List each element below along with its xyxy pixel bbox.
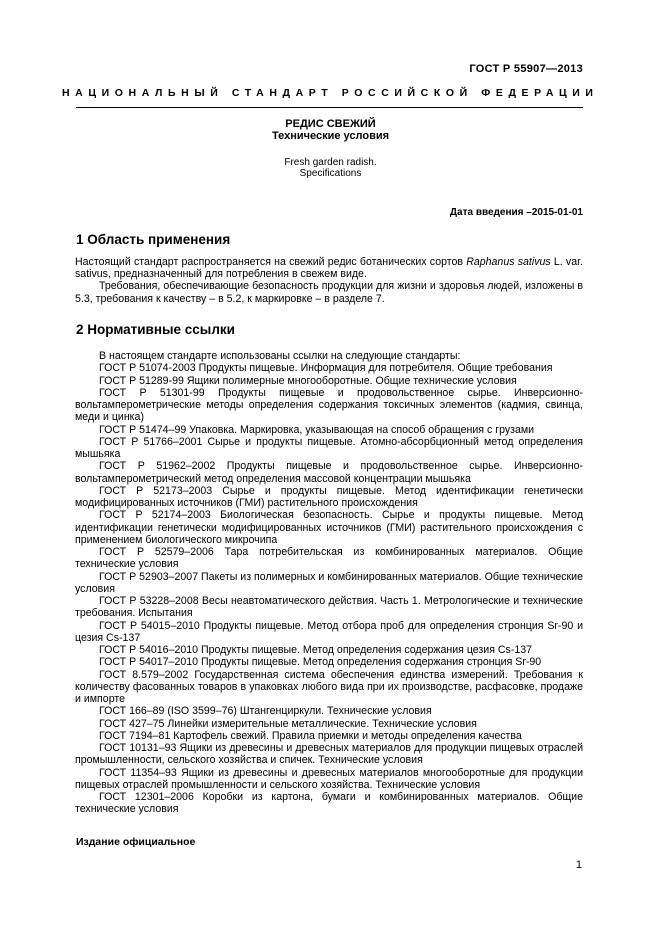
reference-item: ГОСТ 166–89 (ISO 3599–76) Штангенциркули. Технические условия	[99, 705, 432, 718]
reference-item: ГОСТ Р 51074-2003 Продукты пищевые. Информация для потребителя. Общие требования	[99, 362, 553, 375]
scope-species-name: Raphanus sativus	[466, 256, 551, 268]
reference-item: ГОСТ Р 54015–2010 Продукты пищевые. Метод отбора проб для определения стронция Sr-90 и цезия Cs-137	[75, 619, 583, 644]
reference-item: ГОСТ Р 51962–2002 Продукты пищевые и продовольственное сырье. Инверсионно-вольтамперометрический метод определения массовой концентрации мышьяка	[75, 460, 583, 485]
reference-item: ГОСТ Р 51474–99 Упаковка. Маркировка, указывающая на способ обращения с грузами	[99, 423, 535, 436]
national-standard-banner: НАЦИОНАЛЬНЫЙ СТАНДАРТ РОССИЙСКОЙ ФЕДЕРАЦИИ	[62, 87, 599, 99]
reference-item: ГОСТ Р 51766–2001 Сырье и продукты пищевые. Атомно-абсорбционный метод определения мышьяка	[75, 435, 583, 460]
page-number: 1	[575, 859, 582, 871]
reference-item: ГОСТ Р 52174–2003 Биологическая безопасность. Сырье и продукты пищевые. Метод идентификации генетически модифицированных источников (ГМИ) растительного происхождения с применением биологического микрочипа	[75, 509, 583, 546]
document-title: РЕДИС СВЕЖИЙ	[285, 118, 376, 130]
reference-item: ГОСТ 12301–2006 Коробки из картона, бумаги и комбинированных материалов. Общие технические условия	[75, 791, 583, 816]
reference-item: ГОСТ Р 51289-99 Ящики полимерные многооборотные. Общие технические условия	[99, 374, 517, 387]
reference-item: ГОСТ 8.579–2002 Государственная система обеспечения единства измерений. Требования к количеству фасованных товаров в упаковках любого вида при их производстве, расфасовке, продаже и импорте	[75, 668, 583, 705]
reference-item: ГОСТ Р 54017–2010 Продукты пищевые. Метод определения содержания стронция Sr-90	[99, 656, 542, 669]
header-divider	[76, 107, 583, 108]
reference-item: ГОСТ 11354–93 Ящики из древесины и древесных материалов многооборотные для продукции пищевых отраслей промышленности и сельского хозяйства. Технические условия	[75, 766, 583, 791]
section-1-heading: 1 Область применения	[76, 232, 231, 247]
document-subtitle: Технические условия	[271, 130, 390, 142]
references-intro: В настоящем стандарте использованы ссылки на следующие стандарты:	[99, 350, 461, 362]
scope-paragraph-1	[75, 256, 583, 280]
scope-paragraph-2: Требования, обеспечивающие безопасность продукции для жизни и здоровья людей, изложены в 5.3, требования к качеству – в 5.2, к маркировке – в разделе 7.	[75, 280, 583, 305]
reference-item: ГОСТ Р 52173–2003 Сырье и продукты пищевые. Метод идентификации генетически модифицированных источников (ГМИ) растительного происхождения	[75, 484, 583, 509]
english-title: Fresh garden radish.	[284, 157, 377, 168]
reference-item: ГОСТ Р 52579–2006 Тара потребительская из комбинированных материалов. Общие технические условия	[75, 546, 583, 571]
section-2-heading: 2 Нормативные ссылки	[76, 322, 235, 337]
section-2-body	[75, 350, 583, 816]
reference-item: ГОСТ Р 52903–2007 Пакеты из полимерных и комбинированных материалов. Общие технические условия	[75, 570, 583, 595]
reference-item: ГОСТ 10131–93 Ящики из древесины и древесных материалов для продукции пищевых отраслей промышленности, сельского хозяйства и спичек. Технические условия	[75, 742, 583, 767]
english-subtitle: Specifications	[299, 168, 362, 179]
scope-text-b: L. var. sativus, предназначенный для потребления в свежем виде.	[75, 256, 583, 281]
reference-item: ГОСТ Р 54016–2010 Продукты пищевые. Метод определения содержания цезия Cs-137	[99, 644, 533, 656]
scope-text-a: Настоящий стандарт распространяется на свежий редис ботанических сортов	[75, 256, 467, 268]
document-number: ГОСТ Р 55907—2013	[469, 63, 583, 75]
reference-item: ГОСТ 7194–81 Картофель свежий. Правила приемки и методы определения качества	[99, 729, 522, 742]
reference-item: ГОСТ Р 53228–2008 Весы неавтоматического действия. Часть 1. Метрологические и технические требования. Испытания	[75, 595, 583, 620]
reference-item: ГОСТ 427–75 Линейки измерительные металлические. Технические условия	[99, 717, 477, 730]
introduction-date: Дата введения –2015-01-01	[449, 207, 583, 218]
section-1-body	[75, 256, 583, 305]
official-edition-note: Издание официальное	[76, 836, 196, 848]
reference-item: ГОСТ Р 51301-99 Продукты пищевые и продовольственное сырье. Инверсионно-вольтамперометрические методы определения содержания токсичных элементов (кадмия, свинца, меди и цинка)	[75, 386, 583, 424]
